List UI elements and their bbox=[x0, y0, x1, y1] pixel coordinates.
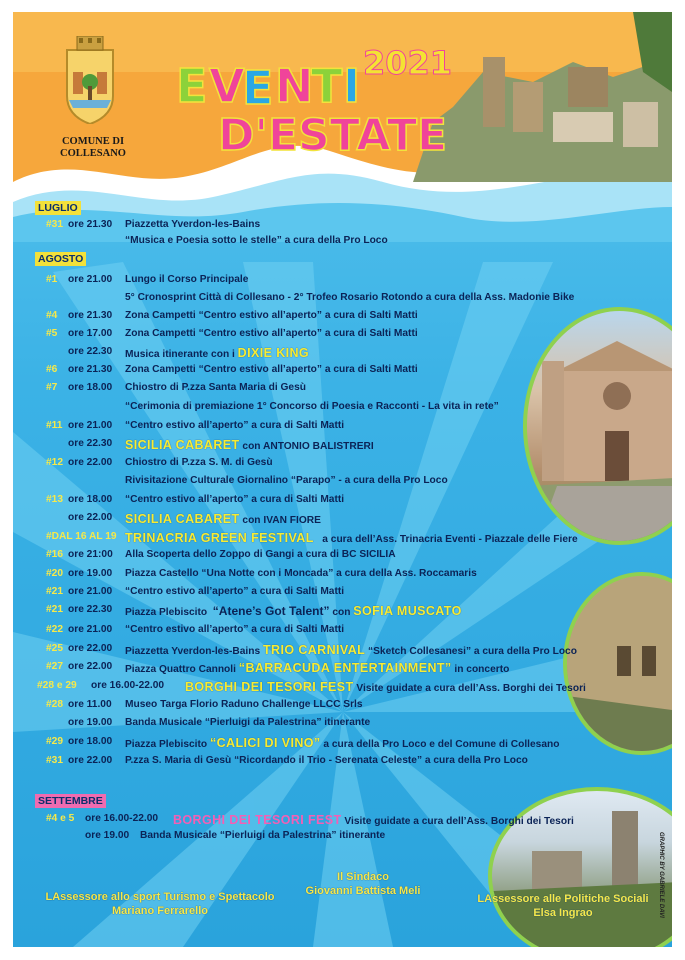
event-time: ore 21.00 bbox=[68, 274, 113, 285]
event-time: ore 18.00 bbox=[68, 382, 113, 393]
event-text: “Centro estivo all’aperto” a cura di Salti Matti bbox=[125, 624, 345, 635]
event-time: ore 16.00-22.00 bbox=[91, 680, 165, 691]
event-time: ore 17.00 bbox=[68, 328, 113, 339]
event-date: #27 bbox=[46, 661, 63, 672]
event-text-part: con IVAN FIORE bbox=[242, 515, 321, 526]
event-text bbox=[185, 680, 586, 694]
svg-text:V: V bbox=[209, 59, 245, 113]
event-time: ore 21.00 bbox=[68, 420, 113, 431]
event-time: ore 22.00 bbox=[68, 661, 113, 672]
event-time: ore 19.00 bbox=[85, 830, 130, 841]
event-highlight: BORGHI DEI TESORI FEST bbox=[185, 680, 354, 694]
event-poster bbox=[13, 12, 672, 947]
event-date: #21 bbox=[46, 586, 63, 597]
signature-name: Mariano Ferrarello bbox=[112, 905, 208, 917]
event-text-part: a cura della Pro Loco e del Comune di Collesano bbox=[323, 739, 560, 750]
month-luglio: LUGLIO bbox=[35, 201, 81, 215]
event-text: Banda Musicale “Pierluigi da Palestrina” itinerante bbox=[140, 830, 386, 841]
event-text-part: Visite guidate a cura dell’Ass. Borghi dei Tesori bbox=[344, 816, 574, 827]
event-text: Piazzetta Yverdon-les-Bains bbox=[125, 219, 261, 230]
event-highlight: SOFIA MUSCATO bbox=[353, 604, 462, 618]
event-text: Chiostro di P.zza S. M. di Gesù bbox=[125, 457, 273, 468]
event-text-part: a cura dell’Ass. Trinacria Eventi - Piazzale delle Fiere bbox=[322, 534, 578, 545]
event-text-part: “Sketch Collesanesi” a cura della Pro Loco bbox=[368, 646, 577, 657]
event-time: ore 21.00 bbox=[68, 624, 113, 635]
event-date: #29 bbox=[46, 736, 63, 747]
event-text: Banda Musicale “Pierluigi da Palestrina” itinerante bbox=[125, 717, 371, 728]
comune-line2: COLLESANO bbox=[60, 148, 126, 159]
event-time: ore 19.00 bbox=[68, 568, 113, 579]
event-text: “Cerimonia di premiazione 1° Concorso di Poesia e Racconti - La vita in rete” bbox=[125, 401, 499, 412]
signature-role: LAssessore allo sport Turismo e Spettacolo bbox=[45, 891, 275, 903]
event-date: #22 bbox=[46, 624, 63, 635]
svg-text:2021: 2021 bbox=[363, 44, 453, 82]
event-text bbox=[125, 346, 309, 360]
event-text: Chiostro di P.zza Santa Maria di Gesù bbox=[125, 382, 306, 393]
event-time: ore 18.00 bbox=[68, 494, 113, 505]
event-time: ore 21:00 bbox=[68, 549, 113, 560]
event-text bbox=[173, 813, 574, 827]
event-text: Museo Targa Florio Raduno Challenge LLCC Srls bbox=[125, 699, 363, 710]
event-date: #6 bbox=[46, 364, 58, 375]
event-text: “Centro estivo all’aperto” a cura di Salti Matti bbox=[125, 586, 345, 597]
event-date: #28 bbox=[46, 699, 63, 710]
event-highlight: SICILIA CABARET bbox=[125, 438, 240, 452]
event-date: #31 bbox=[46, 219, 63, 230]
event-highlight: “CALICI DI VINO” bbox=[209, 736, 321, 750]
event-text: Zona Campetti “Centro estivo all’aperto” a cura di Salti Matti bbox=[125, 328, 418, 339]
event-date: #13 bbox=[46, 494, 63, 505]
signature-name: Elsa Ingrao bbox=[533, 907, 593, 919]
svg-text:E: E bbox=[176, 59, 208, 113]
svg-text:E: E bbox=[242, 61, 274, 115]
event-highlight: SICILIA CABARET bbox=[125, 512, 240, 526]
month-agosto: AGOSTO bbox=[35, 252, 86, 266]
event-highlight: TRINACRIA GREEN FESTIVAL bbox=[125, 531, 314, 545]
event-text-part: Musica itinerante con i bbox=[125, 349, 235, 360]
event-date: #12 bbox=[46, 457, 63, 468]
event-text bbox=[125, 643, 577, 657]
event-date: #4 e 5 bbox=[46, 813, 75, 824]
svg-text:T: T bbox=[311, 59, 343, 113]
event-text: Zona Campetti “Centro estivo all’aperto” a cura di Salti Matti bbox=[125, 310, 418, 321]
event-highlight: DIXIE KING bbox=[237, 346, 310, 360]
event-text: Zona Campetti “Centro estivo all’aperto” a cura di Salti Matti bbox=[125, 364, 418, 375]
event-date: #7 bbox=[46, 382, 58, 393]
event-time: ore 22.00 bbox=[68, 457, 113, 468]
comune-label bbox=[43, 136, 143, 160]
event-time: ore 22.00 bbox=[68, 512, 113, 523]
svg-text:N: N bbox=[275, 59, 314, 113]
event-date: #11 bbox=[46, 420, 63, 431]
graphic-credit: GRAPHIC BY GABRIELE DAVI bbox=[658, 832, 664, 918]
event-text: Piazza Castello “Una Notte con i Moncada” a cura della Ass. Roccamaris bbox=[125, 568, 477, 579]
event-highlight: TRIO CARNIVAL bbox=[262, 643, 366, 657]
event-time: ore 11.00 bbox=[68, 699, 112, 710]
event-text bbox=[125, 512, 321, 526]
event-date: #5 bbox=[46, 328, 58, 339]
event-time: ore 21.30 bbox=[68, 364, 113, 375]
event-time: ore 22.30 bbox=[68, 346, 113, 357]
event-time: ore 21.00 bbox=[68, 586, 113, 597]
tower-illustration bbox=[567, 576, 672, 751]
event-text: “Musica e Poesia sotto le stelle” a cura della Pro Loco bbox=[125, 235, 388, 246]
event-date: #28 e 29 bbox=[37, 680, 77, 691]
event-text-part: con bbox=[332, 607, 351, 618]
event-date: #25 bbox=[46, 643, 63, 654]
event-text: Lungo il Corso Principale bbox=[125, 274, 249, 285]
event-time: ore 22.00 bbox=[68, 755, 113, 766]
event-date: #31 bbox=[46, 755, 63, 766]
event-text: P.zza S. Maria di Gesù “Ricordando il Trio - Serenata Celeste” a cura della Pro Loco bbox=[125, 755, 528, 766]
event-date: #4 bbox=[46, 310, 58, 321]
event-date: #16 bbox=[46, 549, 63, 560]
event-text-part: Piazzetta Yverdon-les-Bains bbox=[125, 646, 261, 657]
event-text bbox=[125, 661, 509, 675]
svg-text:D'ESTATE: D'ESTATE bbox=[218, 110, 448, 161]
event-time: ore 22.30 bbox=[68, 604, 113, 615]
event-text: “Centro estivo all’aperto” a cura di Salti Matti bbox=[125, 420, 345, 431]
event-text-part: Piazza Quattro Cannoli bbox=[125, 664, 236, 675]
event-text: Rivisitazione Culturale Giornalino “Parapo” - a cura della Pro Loco bbox=[125, 475, 448, 486]
event-text bbox=[125, 736, 559, 750]
event-text: “Centro estivo all’aperto” a cura di Salti Matti bbox=[125, 494, 345, 505]
event-text: 5° Cronosprint Città di Collesano - 2° Trofeo Rosario Rotondo a cura della Ass. Madonie Bike bbox=[125, 292, 575, 303]
event-time: ore 18.00 bbox=[68, 736, 113, 747]
event-time: ore 21.30 bbox=[68, 219, 113, 230]
event-text-part: in concerto bbox=[454, 664, 510, 675]
town-crest bbox=[63, 36, 117, 124]
event-text-part: Piazza Plebiscito bbox=[125, 607, 208, 618]
event-date: #20 bbox=[46, 568, 63, 579]
event-time: ore 21.30 bbox=[68, 310, 113, 321]
event-text-part: con ANTONIO BALISTRERI bbox=[242, 441, 374, 452]
event-highlight: “BARRACUDA ENTERTAINMENT” bbox=[238, 661, 452, 675]
event-text-part: Piazza Plebiscito bbox=[125, 739, 208, 750]
signature-role: LAssessore alle Politiche Sociali bbox=[477, 893, 649, 905]
event-time: ore 22.30 bbox=[68, 438, 113, 449]
event-text bbox=[125, 604, 462, 618]
comune-line1: COMUNE DI bbox=[61, 136, 125, 147]
signature-right bbox=[468, 892, 658, 920]
event-date: #21 bbox=[46, 604, 63, 615]
signature-role: Il Sindaco bbox=[337, 871, 389, 883]
month-settembre: SETTEMBRE bbox=[35, 794, 106, 808]
event-text bbox=[125, 531, 578, 545]
signature-left bbox=[35, 890, 285, 918]
svg-text:I: I bbox=[343, 59, 361, 113]
signature-sindaco bbox=[283, 870, 443, 898]
event-text: Alla Scoperta dello Zoppo di Gangi a cura di BC SICILIA bbox=[125, 549, 396, 560]
event-time: ore 19.00 bbox=[68, 717, 113, 728]
event-date: #1 bbox=[46, 274, 58, 285]
church-illustration bbox=[527, 311, 672, 541]
event-time: ore 16.00-22.00 bbox=[85, 813, 159, 824]
event-quote: “Atene’s Got Talent” bbox=[212, 604, 330, 618]
event-highlight: BORGHI DEI TESORI FEST bbox=[173, 813, 342, 827]
event-date: #DAL 16 AL 19 bbox=[46, 531, 117, 542]
signature-name: Giovanni Battista Meli bbox=[305, 885, 421, 897]
event-text-part: Visite guidate a cura dell’Ass. Borghi dei Tesori bbox=[356, 683, 586, 694]
event-text bbox=[125, 438, 374, 452]
event-time: ore 22.00 bbox=[68, 643, 113, 654]
